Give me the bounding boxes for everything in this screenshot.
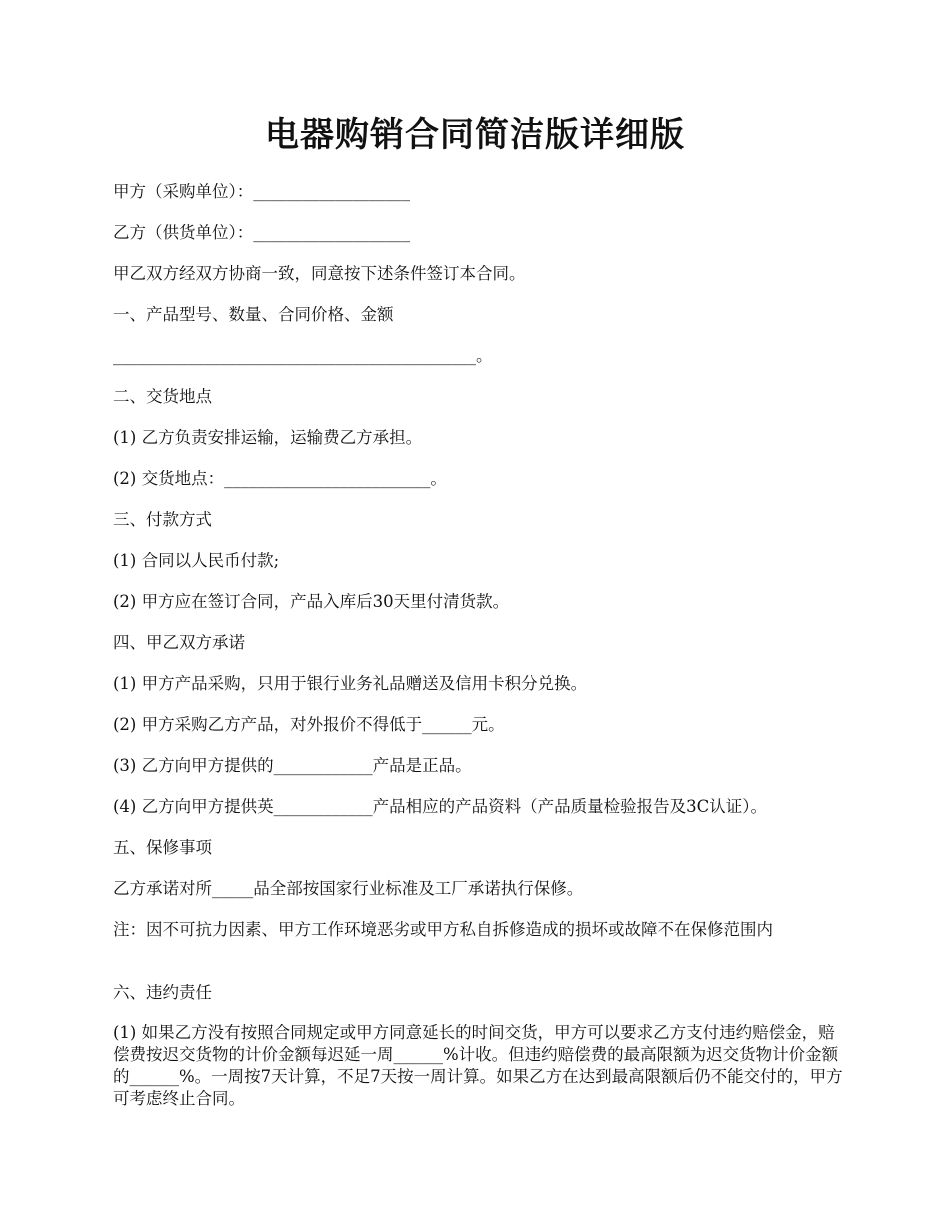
section-heading-products: 一、产品型号、数量、合同价格、金额 xyxy=(113,305,394,324)
section-heading-warranty: 五、保修事项 xyxy=(113,838,212,857)
warranty-item: 乙方承诺对所_____品全部按国家行业标准及工厂承诺执行保修。 xyxy=(113,879,584,898)
section-heading-liability: 六、违约责任 xyxy=(113,983,212,1002)
payment-item-2: (2) 甲方应在签订合同，产品入库后30天里付清货款。 xyxy=(113,592,510,611)
commitment-item-4: (4) 乙方向甲方提供英____________产品相应的产品资料（产品质量检验报告及3C认证）。 xyxy=(113,797,767,816)
party-a-line: 甲方（采购单位）：___________________ xyxy=(113,182,410,201)
liability-item-1: (1) 如果乙方没有按照合同规定或甲方同意延长的时间交货，甲方可以要求乙方支付违约赔偿金，赔偿费按迟交货物的计价金额每迟延一周______%计收。但违约赔偿费的最高限额为迟交货物计价金额的______%。一周按7天计算，不足7天按一周计算。如果乙方在达到最高限额后仍不能交付的，甲方可考虑终止合同。 xyxy=(113,1023,843,1108)
products-blank-line: ____________________________________________。 xyxy=(113,346,493,365)
document-title: 电器购销合同简洁版详细版 xyxy=(265,115,685,155)
party-b-line: 乙方（供货单位）：___________________ xyxy=(113,223,410,242)
warranty-note: 注：因不可抗力因素、甲方工作环境恶劣或甲方私自拆修造成的损坏或故障不在保修范围内 xyxy=(113,920,773,939)
section-heading-delivery: 二、交货地点 xyxy=(113,387,212,406)
payment-item-1: (1) 合同以人民币付款; xyxy=(113,551,280,570)
commitment-item-1: (1) 甲方产品采购，只用于银行业务礼品赠送及信用卡积分兑换。 xyxy=(113,674,588,693)
section-heading-commitments: 四、甲乙双方承诺 xyxy=(113,633,245,652)
delivery-item-1: (1) 乙方负责安排运输，运输费乙方承担。 xyxy=(113,428,423,447)
agreement-intro: 甲乙双方经双方协商一致，同意按下述条件签订本合同。 xyxy=(113,264,526,283)
commitment-item-2: (2) 甲方采购乙方产品，对外报价不得低于______元。 xyxy=(113,715,505,734)
section-heading-payment: 三、付款方式 xyxy=(113,510,212,529)
commitment-item-3: (3) 乙方向甲方提供的____________产品是正品。 xyxy=(113,756,472,775)
delivery-item-2: (2) 交货地点：_________________________。 xyxy=(113,469,447,488)
